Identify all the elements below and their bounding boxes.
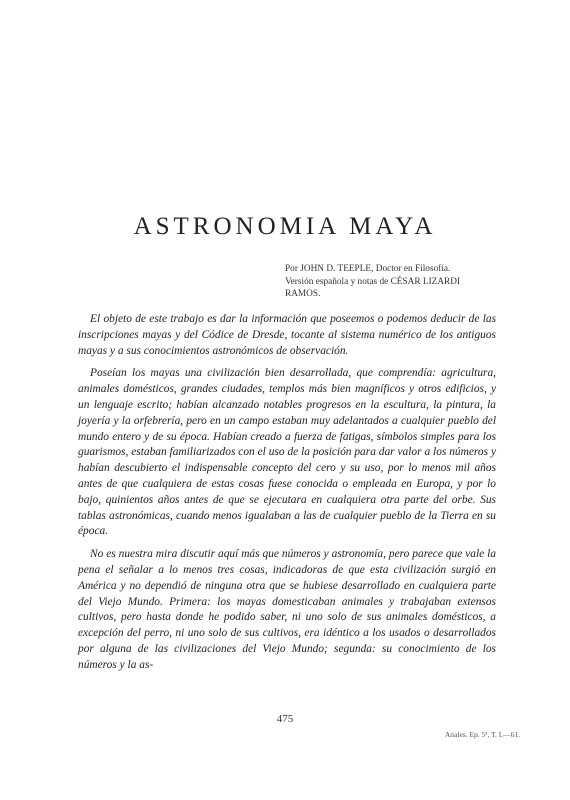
paragraph: Poseían los mayas una civilización bien desarrollada, que comprendía: agricultura, animales domésticos, grandes ciudades, templos más bien magníficos y otros edificios, y un lenguaje escrito; habían alcanzado notables progresos en la escultura, la pintura, la joyería y la orfebrería, pero en un campo estaban muy adelantados a cualquier pueblo del mundo entero y de su época. Habían creado a fuerza de fatigas, símbolos simples para los guarismos, estaban familiarizados con el uso de la posición para dar valor a los números y habían descubierto el indispensable concepto del cero y su uso, por lo menos mil años antes de que cualquiera de estas cosas fuese conocida o empleada en Europa, y por lo bajo, quinientos años antes de que se ejecutara en cualquiera otra parte del orbe. Sus tablas astronómicas, cuando menos igualaban a las de cualquier pueblo de la Tierra en su época. xyxy=(78,367,496,538)
paragraph: El objeto de este trabajo es dar la información que poseemos o podemos deducir de las inscripciones mayas y del Códice de Dresde, tocante al sistema numérico de los antiguos mayas y a sus conocimientos astronómicos de observación. xyxy=(78,313,496,357)
article-byline xyxy=(285,263,500,301)
byline-line: RAMOS. xyxy=(285,289,321,299)
footer-reference: Anales. Ep. 5ª, T. I.—61. xyxy=(444,730,520,739)
article-title: ASTRONOMIA MAYA xyxy=(133,213,437,240)
byline-line: Por JOHN D. TEEPLE, Doctor en Filosofía. xyxy=(285,264,451,274)
paragraph: No es nuestra mira discutir aquí más que números y astronomía, pero parece que vale la pena el señalar a lo menos tres cosas, indicadoras de que esta civilización surgió en América y no dependió de ninguna otra que se hubiese desarrollado en cualquiera parte del Viejo Mundo. Primera: los mayas domesticaban animales y trabajaban extensos cultivos, pero hasta donde he podido saber, ni uno solo de sus animales domésticos, a excepción del perro, ni uno solo de sus cultivos, era idéntico a los usados o desarrollados por alguna de las civilizaciones del Viejo Mundo; segunda: su conocimiento de los números y la as- xyxy=(78,548,496,671)
article-body xyxy=(78,312,496,681)
byline-line: Versión española y notas de CÉSAR LIZARDI xyxy=(285,276,461,287)
page-number: 475 xyxy=(276,713,294,725)
